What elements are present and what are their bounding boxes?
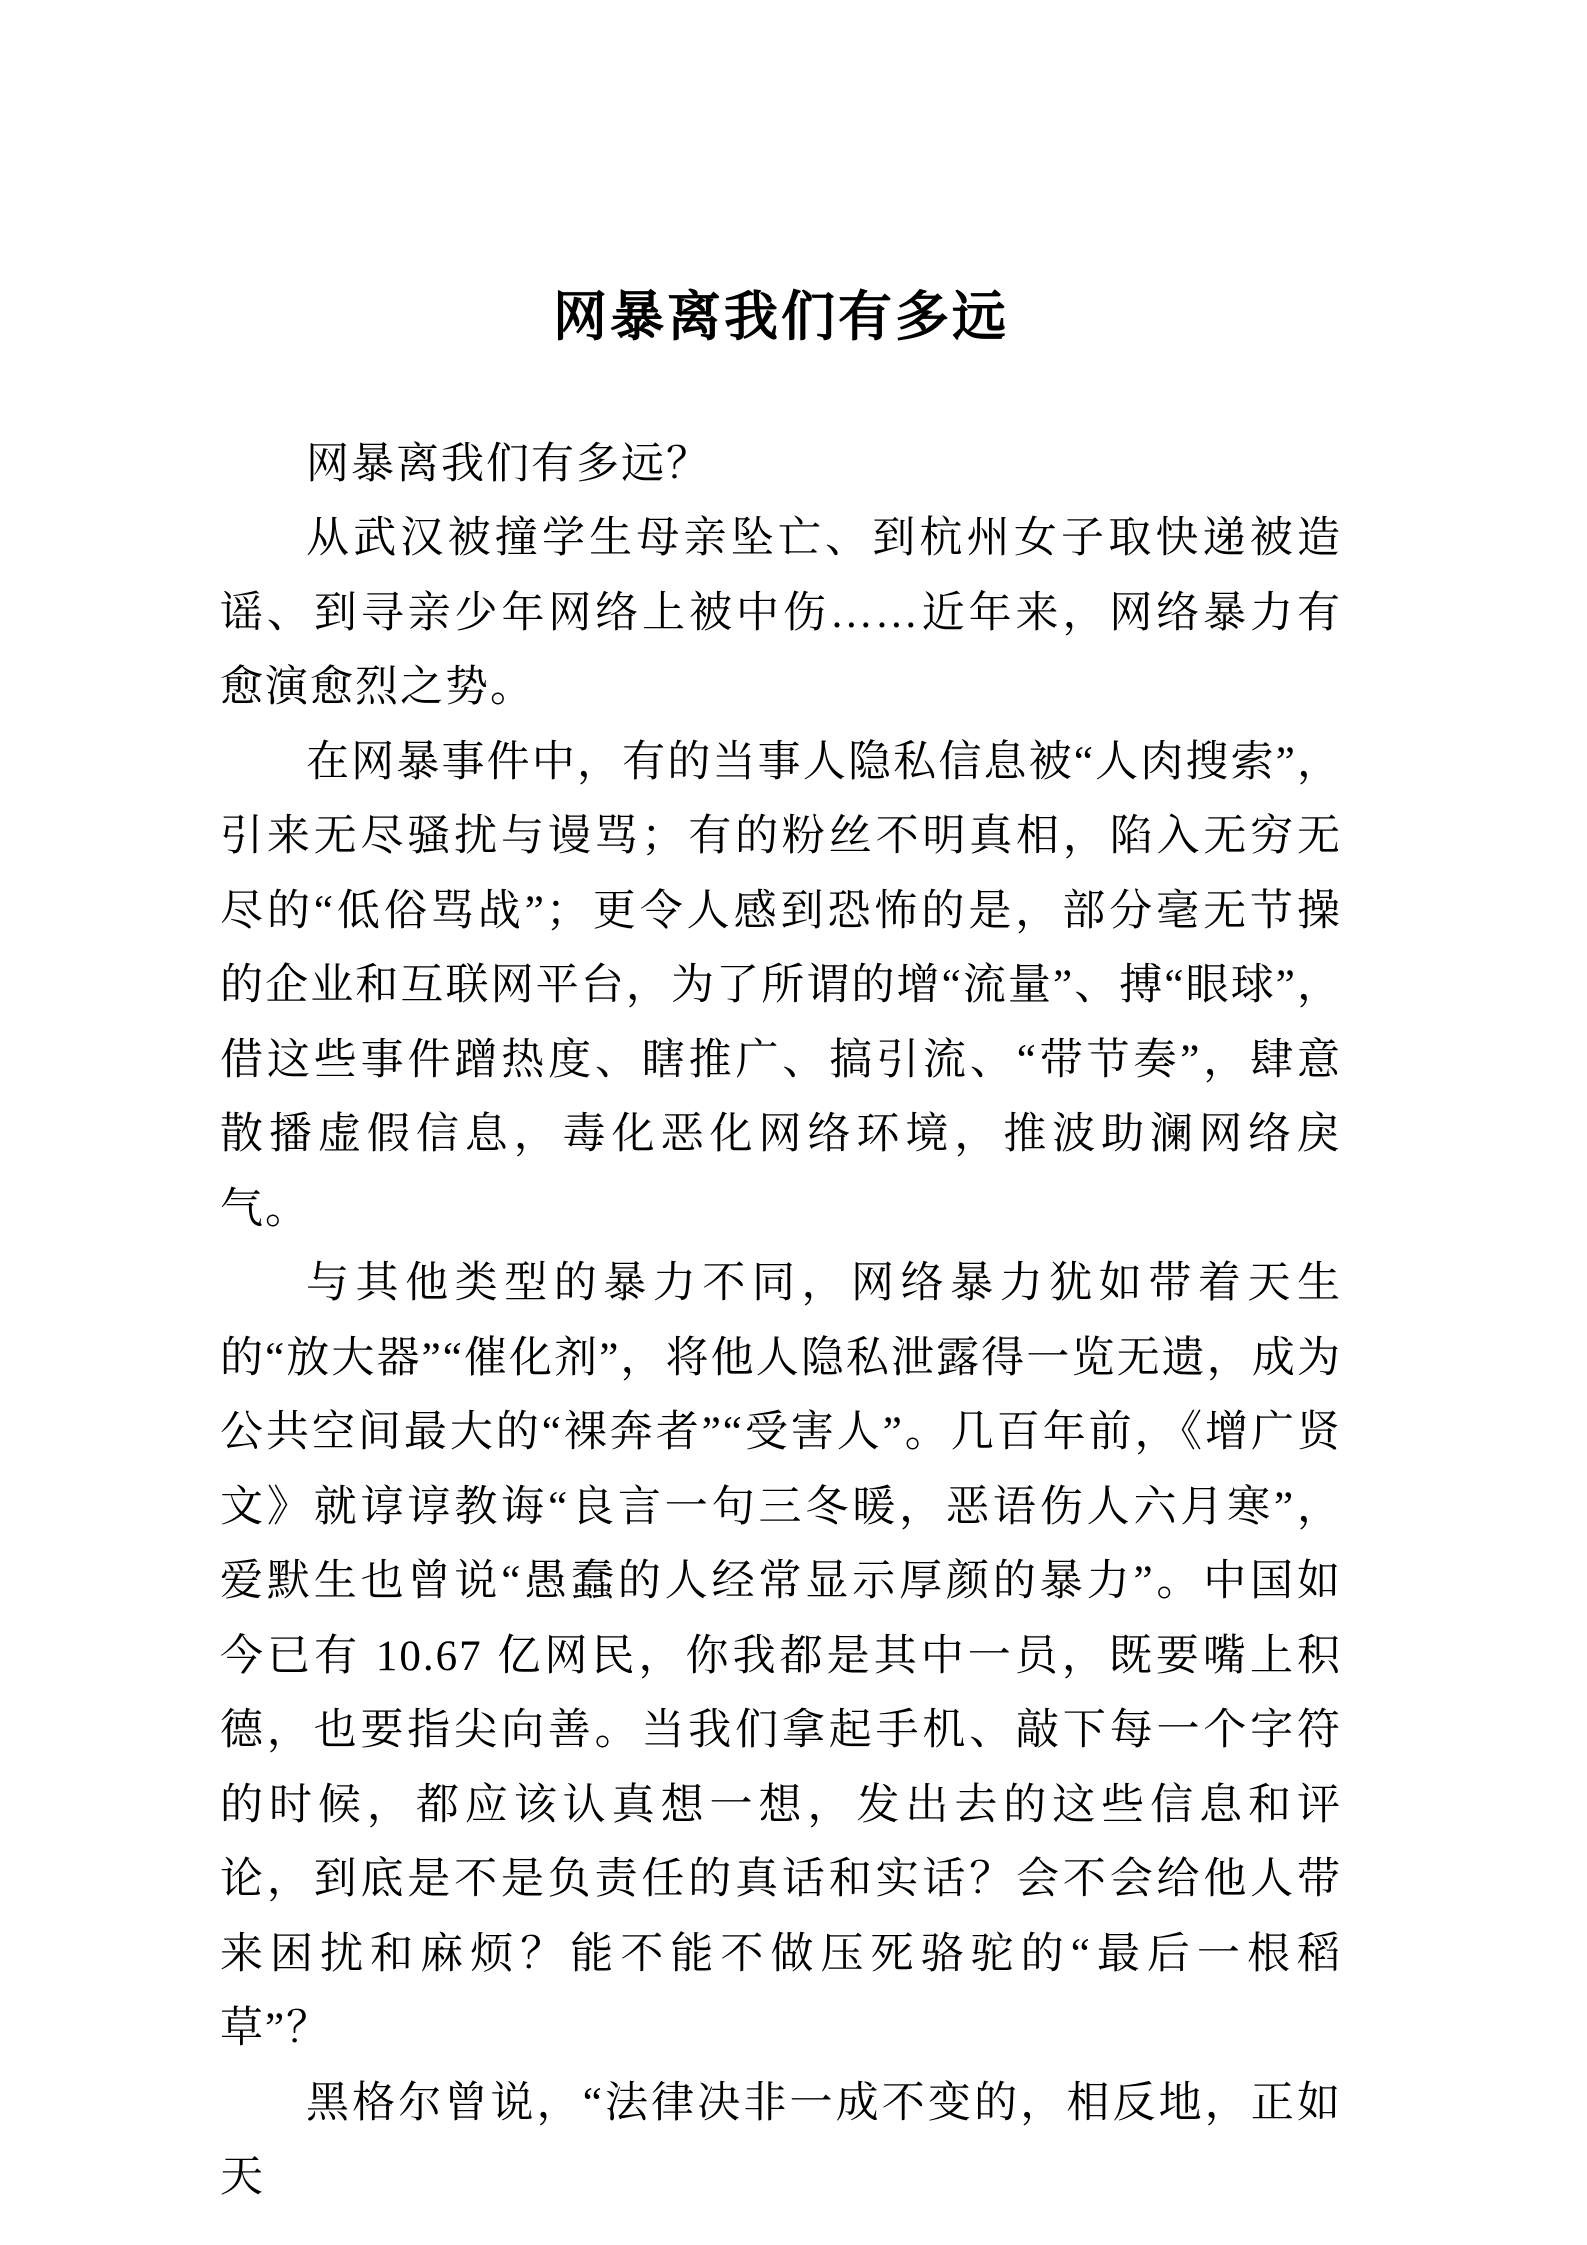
paragraph: 网暴离我们有多远？ bbox=[306, 440, 711, 488]
document-title: 网暴离我们有多远 bbox=[553, 287, 1009, 347]
paragraph: 从武汉被撞学生母亲坠亡、到杭州女子取快递被造谣、到寻亲少年网络上被中伤……近年来，网络暴力有愈演愈烈之势。 bbox=[220, 515, 1342, 712]
paragraph: 黑格尔曾说，“法律决非一成不变的，相反地，正如天 bbox=[220, 2079, 1342, 2202]
paragraph: 与其他类型的暴力不同，网络暴力犹如带着天生的“放大器”“催化剂”，将他人隐私泄露得一览无遗，成为公共空间最大的“裸奔者”“受害人”。几百年前，《增广贤文》就谆谆教诲“良言一句三冬暖，恶语伤人六月寒”，爱默生也曾说“愚蠢的人经常显示厚颜的暴力”。中国如今已有 10.67 亿网民，你我都是其中一员，既要嘴上积德，也要指尖向善。当我们拿起手机、敲下每一个字符的时候，都应该认真想一想，发出去的这些信息和评论，到底是不是负责任的真话和实话？会不会给他人带来困扰和麻烦？能不能不做压死骆驼的“最后一根稻草”？ bbox=[220, 1260, 1342, 2053]
document-body bbox=[220, 428, 1342, 2216]
paragraph: 在网暴事件中，有的当事人隐私信息被“人肉搜索”，引来无尽骚扰与谩骂；有的粉丝不明真相，陷入无穷无尽的“低俗骂战”；更令人感到恐怖的是，部分毫无节操的企业和互联网平台，为了所谓的增“流量”、搏“眼球”，借这些事件蹭热度、瞎推广、搞引流、“带节奏”，肆意散播虚假信息，毒化恶化网络环境，推波助澜网络戾气。 bbox=[220, 738, 1342, 1233]
